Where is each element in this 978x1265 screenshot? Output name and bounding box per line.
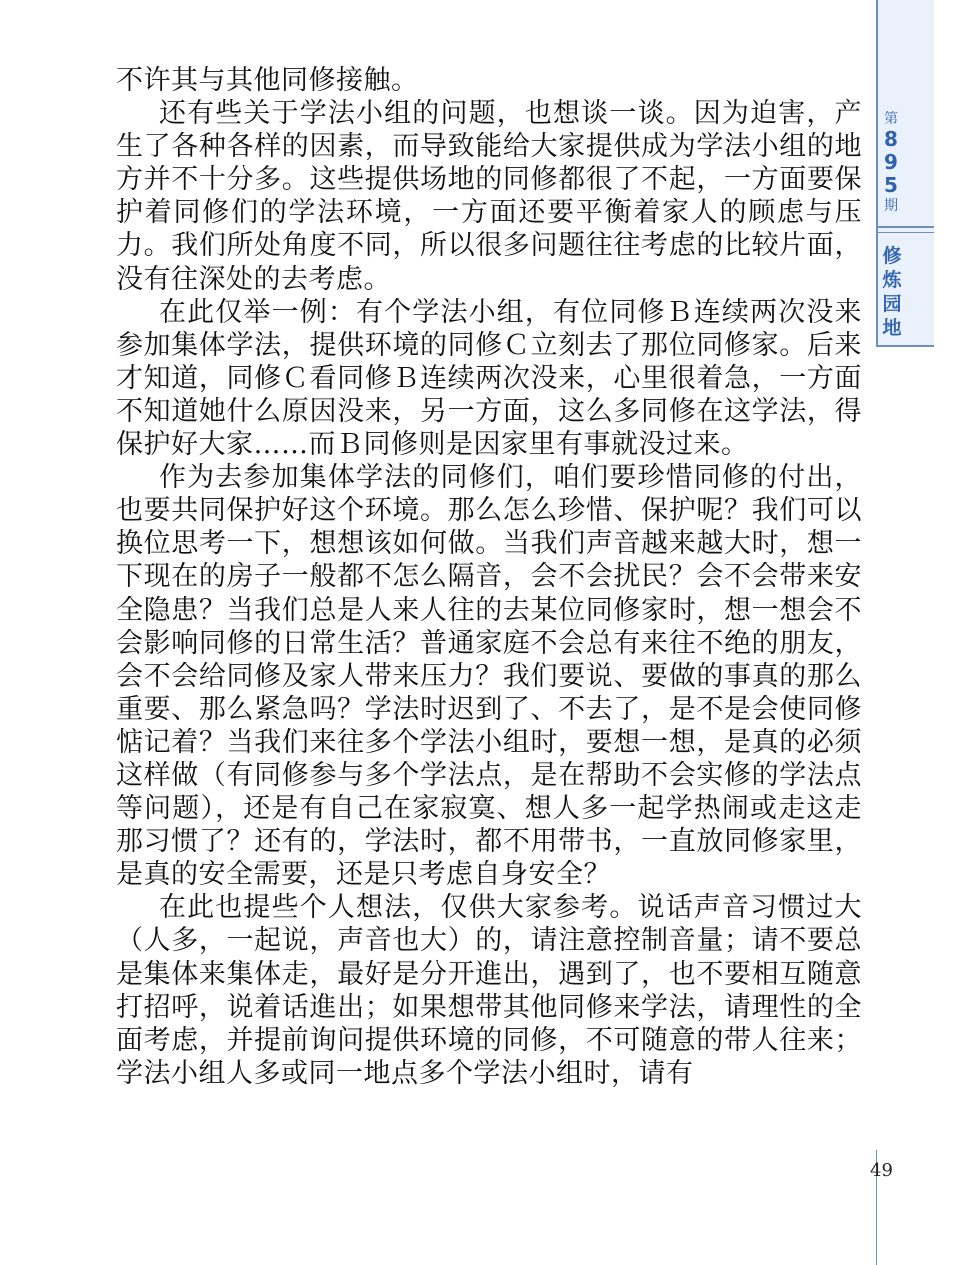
section-title-char: 园: [882, 293, 902, 315]
section-title-char: 修: [882, 245, 902, 267]
paragraph: 不许其与其他同修接触。: [116, 65, 419, 96]
sidebar-divider-top-thin: [876, 232, 934, 233]
paragraph: 在此也提些个人想法，仅供大家参考。说话声音习惯过大（人多，一起说，声音也大）的，请注意控制音量；请不要总是集体来集体走，最好是分开進出，遇到了，也不要相互随意打招呼，说着话進出；如果想带其他同修来学法，请理性的全面考虑，并提前询问提供环境的同修，不可随意的带人往来；学法小组人多或同一地点多个学法小组时，请有: [116, 892, 862, 1089]
page-number: 49: [870, 1160, 893, 1181]
paragraph: 还有些关于学法小组的问题，也想谈一谈。因为迫害，产生了各种各样的因素，而导致能给大家提供成为学法小组的地方并不十分多。这些提供场地的同修都很了不起，一方面要保护着同修们的学法环境，一方面还要平衡着家人的顾虑与压力。我们所处角度不同，所以很多问题往往考虑的比较片面，没有往深处的去考虑。: [116, 98, 862, 295]
paragraph: 作为去参加集体学法的同修们，咱们要珍惜同修的付出，也要共同保护好这个环境。那么怎么珍惜、保护呢？我们可以换位思考一下，想想该如何做。当我们声音越来越大时，想一下现在的房子一般都不怎么隔音，会不会扰民？会不会带来安全隐患？当我们总是人来人往的去某位同修家时，想一想会不会影响同修的日常生活？普通家庭不会总有来往不绝的朋友，会不会给同修及家人带来压力？我们要说、要做的事真的那么重要、那么紧急吗？学法时迟到了、不去了，是不是会使同修惦记着？当我们来往多个学法小组时，要想一想，是真的必须这样做（有同修参与多个学法点，是在帮助不会实修的学法点等问题），还是有自己在家寂寞、想人多一起学热闹或走这走那习惯了？还有的，学法时，都不用带书，一直放同修家里，是真的安全需要，还是只考虑自身安全？: [116, 462, 862, 891]
sidebar-divider-bottom: [876, 345, 934, 347]
section-title-char: 地: [882, 317, 902, 339]
paragraph: 在此仅举一例：有个学法小组，有位同修Ｂ连续两次没来参加集体学法，提供环境的同修Ｃ立刻去了那位同修家。后来才知道，同修Ｃ看同修Ｂ连续两次没来，心里很着急，一方面不知道她什么原因没来，另一方面，这么多同修在这学法，得保护好大家……而Ｂ同修则是因家里有事就没过来。: [116, 296, 862, 461]
issue-suffix: 期: [884, 198, 898, 214]
article-body: [116, 64, 862, 1090]
issue-digit: 9: [884, 150, 898, 174]
sidebar-divider-top: [876, 226, 934, 228]
issue-prefix: 第: [884, 111, 898, 127]
section-title: [878, 244, 906, 340]
issue-digit: 5: [884, 173, 898, 197]
issue-digit: 8: [884, 127, 898, 151]
section-title-char: 炼: [882, 269, 902, 291]
issue-number: [878, 110, 904, 215]
